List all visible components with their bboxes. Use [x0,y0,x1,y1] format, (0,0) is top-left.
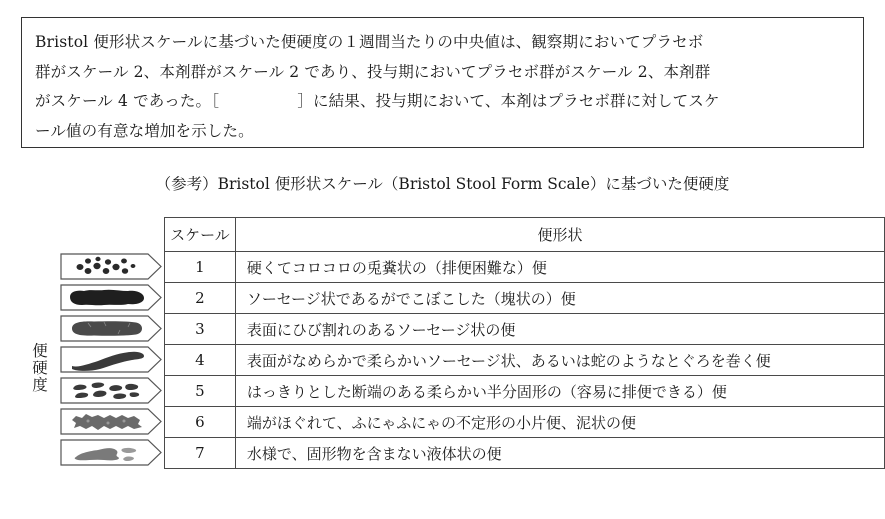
notice-line: ール値の有意な増加を示した。 [35,121,254,140]
notice-line: がスケール 4 であった。［ ］に結果、投与期において、本剤はプラセボ群に対してスケ [35,92,720,110]
scale-value: 5 [165,376,236,407]
axis-label: 便硬度 [32,342,48,394]
notice-line: Bristol 便形状スケールに基づいた便硬度の１週間当たりの中央値は、観察期においてプラセボ [35,33,704,51]
table-row [165,314,885,345]
soft-blobs-icon [58,375,164,406]
scale-value: 6 [165,407,236,438]
form-description: 表面にひび割れのあるソーセージ状の便 [235,314,884,345]
table-header-row [165,218,885,252]
form-description: 水様で、固形物を含まない液体状の便 [235,438,884,469]
form-description: 端がほぐれて、ふにゃふにゃの不定形の小片便、泥状の便 [235,407,884,438]
table-row [165,252,885,283]
stool-icon-column [58,251,164,468]
table-row [165,345,885,376]
scale-value: 4 [165,345,236,376]
bristol-scale-table [164,217,885,469]
scale-value: 2 [165,283,236,314]
notice-box [21,17,864,148]
table-row [165,376,885,407]
scale-value: 3 [165,314,236,345]
cracked-sausage-icon [58,313,164,344]
column-header-form: 便形状 [235,218,884,252]
mushy-pieces-icon [58,406,164,437]
column-header-scale: スケール [165,218,236,252]
notice-line: 群がスケール 2、本剤群がスケール 2 であり、投与期においてプラセボ群がスケール 2、本剤群 [35,62,711,81]
watery-icon [58,437,164,468]
table-row [165,438,885,469]
scale-value: 1 [165,252,236,283]
form-description: はっきりとした断端のある柔らかい半分固形の（容易に排便できる）便 [235,376,884,407]
separate-hard-lumps-icon [58,251,164,282]
form-description: 硬くてコロコロの兎糞状の（排便困難な）便 [235,252,884,283]
form-description: ソーセージ状であるがでこぼこした（塊状の）便 [235,283,884,314]
table-row [165,407,885,438]
scale-value: 7 [165,438,236,469]
smooth-snake-icon [58,344,164,375]
lumpy-sausage-icon [58,282,164,313]
reference-title: （参考）Bristol 便形状スケール（Bristol Stool Form Scale）に基づいた便硬度 [155,175,730,193]
table-row [165,283,885,314]
form-description: 表面がなめらかで柔らかいソーセージ状、あるいは蛇のようなとぐろを巻く便 [235,345,884,376]
